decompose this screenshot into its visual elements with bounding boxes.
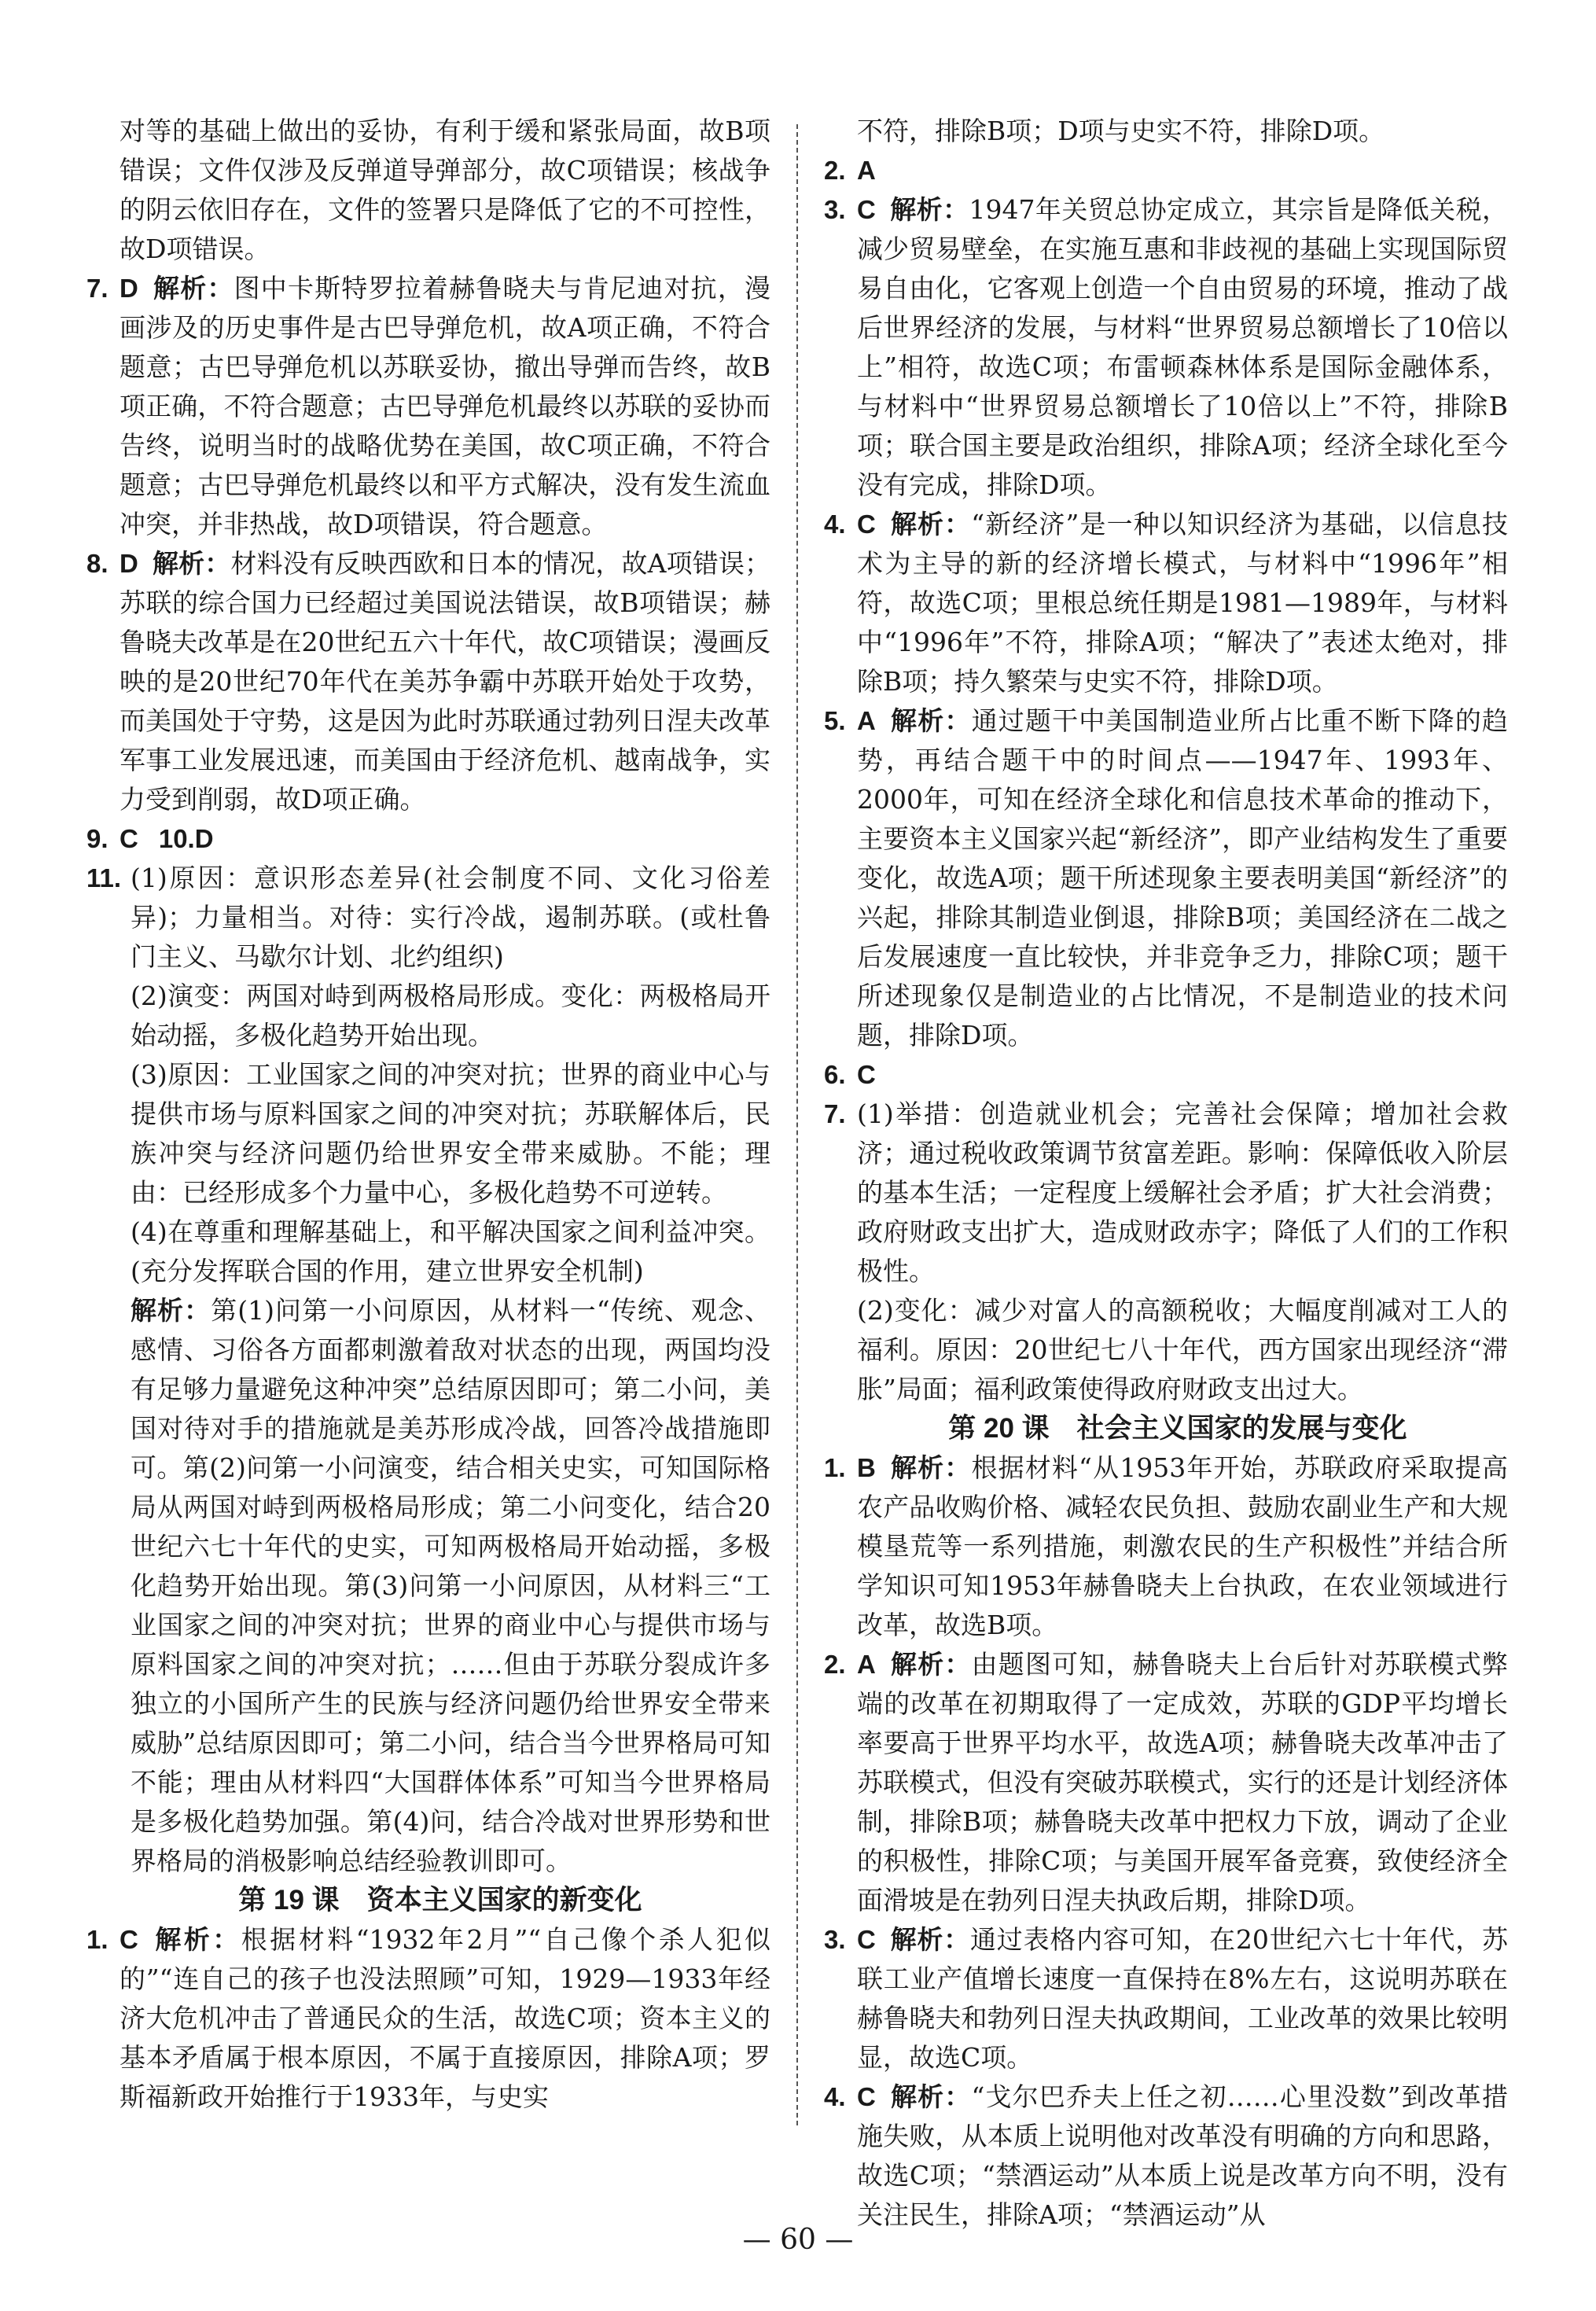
answer-item-9-10 bbox=[86, 819, 770, 859]
right-column bbox=[824, 112, 1508, 2235]
answer-letter: C bbox=[857, 195, 876, 224]
intro-paragraph: 对等的基础上做出的妥协，有利于缓和紧张局面，故B项错误；文件仅涉及反弹道导弹部分，故C项错误；核战争的阴云依旧存在，文件的签署只是降低了它的不可控性，故D项错误。 bbox=[120, 116, 770, 264]
analysis-text: 第(1)问第一小问原因，从材料一“传统、观念、感情、习俗各方面都刺激着敌对状态的出现，两国均没有足够力量避免这种冲突”总结原因即可；第二小问，美国对待对手的措施就是美苏形成冷战，回答冷战措施即可。第(2)问第一小问演变，结合相关史实，可知国际格局从两国对峙到两极格局形成；第二小问变化，结合20世纪六七十年代的史实，可知两极格局开始动摇，多极化趋势开始出现。第(3)问第一小问原因，从材料三“工业国家之间的冲突对抗；世界的商业中心与提供市场与原料国家之间的冲突对抗；……但由于苏联分裂成许多独立的小国所产生的民族与经济问题仍给世界安全带来威胁”总结原因即可；第二小问，结合当今世界格局可知不能；理由从材料四“大国群体体系”可知当今世界格局是多极化趋势加强。第(4)问，结合冷战对世界形势和世界格局的消极影响总结经验教训即可。 bbox=[131, 1295, 770, 1876]
analysis-text: “新经济”是一种以知识经济为基础，以信息技术为主导的新的经济增长模式，与材料中“1996年”相符，故选C项；里根总统任期是1981—1989年，与材料中“1996年”不符，排除A项；“解决了”表述太绝对，排除B项；持久繁荣与史实不符，排除D项。 bbox=[857, 509, 1508, 697]
analysis-label: 解析： bbox=[889, 1453, 972, 1482]
item-number: 3. bbox=[824, 195, 846, 224]
s19-answer-item-5 bbox=[824, 701, 1508, 1055]
s19-answer-item-1 bbox=[86, 1920, 770, 2117]
part-2: (2)演变：两国对峙到两极格局形成。变化：两极格局开始动摇，多极化趋势开始出现。 bbox=[131, 981, 770, 1051]
analysis-text: 材料没有反映西欧和日本的情况，故A项错误；苏联的综合国力已经超过美国说法错误，故B项错误；赫鲁晓夫改革是在20世纪五六十年代，故C项错误；漫画反映的是20世纪70年代在美苏争霸中苏联开始处于攻势，而美国处于守势，这是因为此时苏联通过勃列日涅夫改革军事工业发展迅速，而美国由于经济危机、越南战争，实力受到削弱，故D项正确。 bbox=[120, 548, 770, 815]
analysis-text: 根据材料“从1953年开始，苏联政府采取提高农产品收购价格、减轻农民负担、鼓励农副业生产和大规模垦荒等一系列措施，刺激农民的生产积极性”并结合所学知识可知1953年赫鲁晓夫上台执政，在农业领域进行改革，故选B项。 bbox=[857, 1452, 1509, 1640]
answer-item-11 bbox=[86, 859, 770, 1881]
answer-letter: C bbox=[857, 1925, 876, 1954]
part-2: (2)变化：减少对富人的高额税收；大幅度削减对工人的福利。原因：20世纪七八十年代，西方国家出现经济“滞胀”局面；福利政策使得政府财政支出过大。 bbox=[857, 1295, 1508, 1404]
analysis-label: 解析： bbox=[889, 195, 969, 224]
answer-letter: A bbox=[857, 156, 876, 185]
answer-item-8 bbox=[86, 544, 770, 819]
analysis-text: 根据材料“1932年2月”“自己像个杀人犯似的”“连自己的孩子也没法照顾”可知，1929—1933年经济大危机冲击了普通民众的生活，故选C项；资本主义的基本矛盾属于根本原因，不属于直接原因，排除A项；罗斯福新政开始推行于1933年，与史实 bbox=[120, 1924, 771, 2112]
analysis-text: 1947年关贸总协定成立，其宗旨是降低关税，减少贸易壁垒，在实施互惠和非歧视的基础上实现国际贸易自由化，它客观上创造一个自由贸易的环境，推动了战后世界经济的发展，与材料“世界贸易总额增长了10倍以上”相符，故选C项；布雷顿森林体系是国际金融体系，与材料中“世界贸易总额增长了10倍以上”不符，排除B项；联合国主要是政治组织，排除A项；经济全球化至今没有完成，排除D项。 bbox=[857, 194, 1509, 500]
analysis-text: “戈尔巴乔夫上任之初……心里没数”到改革措施失败，从本质上说明他对改革没有明确的方向和思路，故选C项；“禁酒运动”从本质上说是改革方向不明，没有关注民生，排除A项；“禁酒运动”从 bbox=[857, 2081, 1508, 2230]
answer-letter: C bbox=[120, 1925, 138, 1954]
left-column bbox=[86, 112, 770, 2117]
item-number: 4. bbox=[824, 2082, 846, 2111]
s20-answer-item-1 bbox=[824, 1448, 1508, 1645]
item-number: 11. bbox=[86, 863, 122, 892]
part-4: (4)在尊重和理解基础上，和平解决国家之间利益冲突。(充分发挥联合国的作用，建立世界安全机制) bbox=[131, 1216, 770, 1286]
analysis-label: 解析： bbox=[131, 1296, 211, 1325]
analysis bbox=[131, 1291, 770, 1881]
analysis-label: 解析： bbox=[889, 706, 972, 735]
s19-answer-item-3 bbox=[824, 190, 1508, 505]
answer-letter: D bbox=[120, 274, 138, 303]
item-number: 9. bbox=[86, 824, 108, 853]
answer-letter: A bbox=[857, 706, 876, 735]
item-number: 2. bbox=[824, 156, 846, 185]
s19-answer-item-4 bbox=[824, 505, 1508, 701]
s19-answer-item-2 bbox=[824, 151, 1508, 190]
item-number: 5. bbox=[824, 706, 846, 735]
answer-letter: C bbox=[120, 824, 138, 853]
analysis-text: 通过题干中美国制造业所占比重不断下降的趋势，再结合题干中的时间点——1947年、1993年、2000年，可知在经济全球化和信息技术革命的推动下，主要资本主义国家兴起“新经济”，即产业结构发生了重要变化，故选A项；题干所述现象主要表明美国“新经济”的兴起，排除其制造业倒退，排除B项；美国经济在二战之后发展速度一直比较快，并非竞争乏力，排除C项；题干所述现象仅是制造业的占比情况，不是制造业的技术问题，排除D项。 bbox=[857, 705, 1509, 1051]
analysis-text: 通过表格内容可知，在20世纪六七十年代，苏联工业产值增长速度一直保持在8%左右，这说明苏联在赫鲁晓夫和勃列日涅夫执政期间，工业改革的效果比较明显，故选C项。 bbox=[857, 1924, 1509, 2073]
answer-letter: A bbox=[857, 1650, 876, 1679]
section-title-20: 第 20 课 社会主义国家的发展与变化 bbox=[948, 1413, 1407, 1444]
item-number: 8. bbox=[86, 549, 108, 578]
item-number: 7. bbox=[824, 1099, 846, 1128]
analysis-text: 由题图可知，赫鲁晓夫上台后针对苏联模式弊端的改革在初期取得了一定成效，苏联的GDP平均增长率要高于世界平均水平，故选A项；赫鲁晓夫改革冲击了苏联模式，但没有突破苏联模式，实行的还是计划经济体制，排除B项；赫鲁晓夫改革中把权力下放，调动了企业的积极性，排除C项；与美国开展军备竞赛，致使经济全面滑坡是在勃列日涅夫执政后期，排除D项。 bbox=[857, 1649, 1509, 1915]
analysis-text: 图中卡斯特罗拉着赫鲁晓夫与肯尼迪对抗，漫画涉及的历史事件是古巴导弹危机，故A项正确，不符合题意；古巴导弹危机以苏联妥协，撤出导弹而告终，故B项正确，不符合题意；古巴导弹危机最终以苏联的妥协而告终，说明当时的战略优势在美国，故C项正确，不符合题意；古巴导弹危机最终以和平方式解决，没有发生流血冲突，并非热战，故D项错误，符合题意。 bbox=[120, 273, 771, 539]
part-1: (1)原因：意识形态差异(社会制度不同、文化习俗差异)；力量相当。对待：实行冷战，遏制苏联。(或杜鲁门主义、马歇尔计划、北约组织) bbox=[131, 863, 770, 972]
continued-text: 不符，排除B项；D项与史实不符，排除D项。 bbox=[857, 116, 1385, 146]
item-number: 7. bbox=[86, 274, 108, 303]
analysis-label: 解析： bbox=[152, 274, 234, 303]
answer-letter-10: D bbox=[194, 824, 214, 853]
page-number: — 60 — bbox=[742, 2224, 854, 2256]
answer-letter: C bbox=[857, 510, 876, 539]
item-number: 2. bbox=[824, 1650, 846, 1679]
analysis-label: 解析： bbox=[152, 549, 231, 578]
analysis-label: 解析： bbox=[152, 1925, 241, 1954]
item-number: 3. bbox=[824, 1925, 846, 1954]
item-number: 6. bbox=[824, 1060, 846, 1089]
answer-letter: C bbox=[857, 1060, 876, 1089]
s19-answer-item-7 bbox=[824, 1095, 1508, 1409]
part-1: (1)举措：创造就业机会；完善社会保障；增加社会救济；通过税收政策调节贫富差距。影响：保障低收入阶层的基本生活；一定程度上缓解社会矛盾；扩大社会消费；政府财政支出扩大，造成财政赤字；降低了人们的工作积极性。 bbox=[857, 1098, 1508, 1286]
s20-answer-item-4 bbox=[824, 2077, 1508, 2235]
answer-item-7 bbox=[86, 269, 770, 544]
s20-answer-item-2 bbox=[824, 1645, 1508, 1920]
analysis-label: 解析： bbox=[889, 2082, 972, 2111]
analysis-label: 解析： bbox=[889, 510, 972, 539]
section-title-19: 第 19 课 资本主义国家的新变化 bbox=[238, 1885, 642, 1915]
answer-letter: D bbox=[120, 549, 138, 578]
answer-letter: C bbox=[857, 2082, 876, 2111]
analysis-label: 解析： bbox=[889, 1925, 971, 1954]
s19-answer-item-6 bbox=[824, 1055, 1508, 1095]
part-3: (3)原因：工业国家之间的冲突对抗；世界的商业中心与提供市场与原料国家之间的冲突对抗；苏联解体后，民族冲突与经济问题仍给世界安全带来威胁。不能；理由：已经形成多个力量中心，多极化趋势不可逆转。 bbox=[131, 1059, 770, 1208]
item-number: 1. bbox=[824, 1453, 846, 1482]
column-divider bbox=[796, 124, 798, 2125]
item-number: 1. bbox=[86, 1925, 108, 1954]
s20-answer-item-3 bbox=[824, 1920, 1508, 2077]
answer-letter: B bbox=[857, 1453, 876, 1482]
analysis-label: 解析： bbox=[889, 1650, 972, 1679]
item-number-10: 10. bbox=[158, 824, 195, 853]
item-number: 4. bbox=[824, 510, 846, 539]
